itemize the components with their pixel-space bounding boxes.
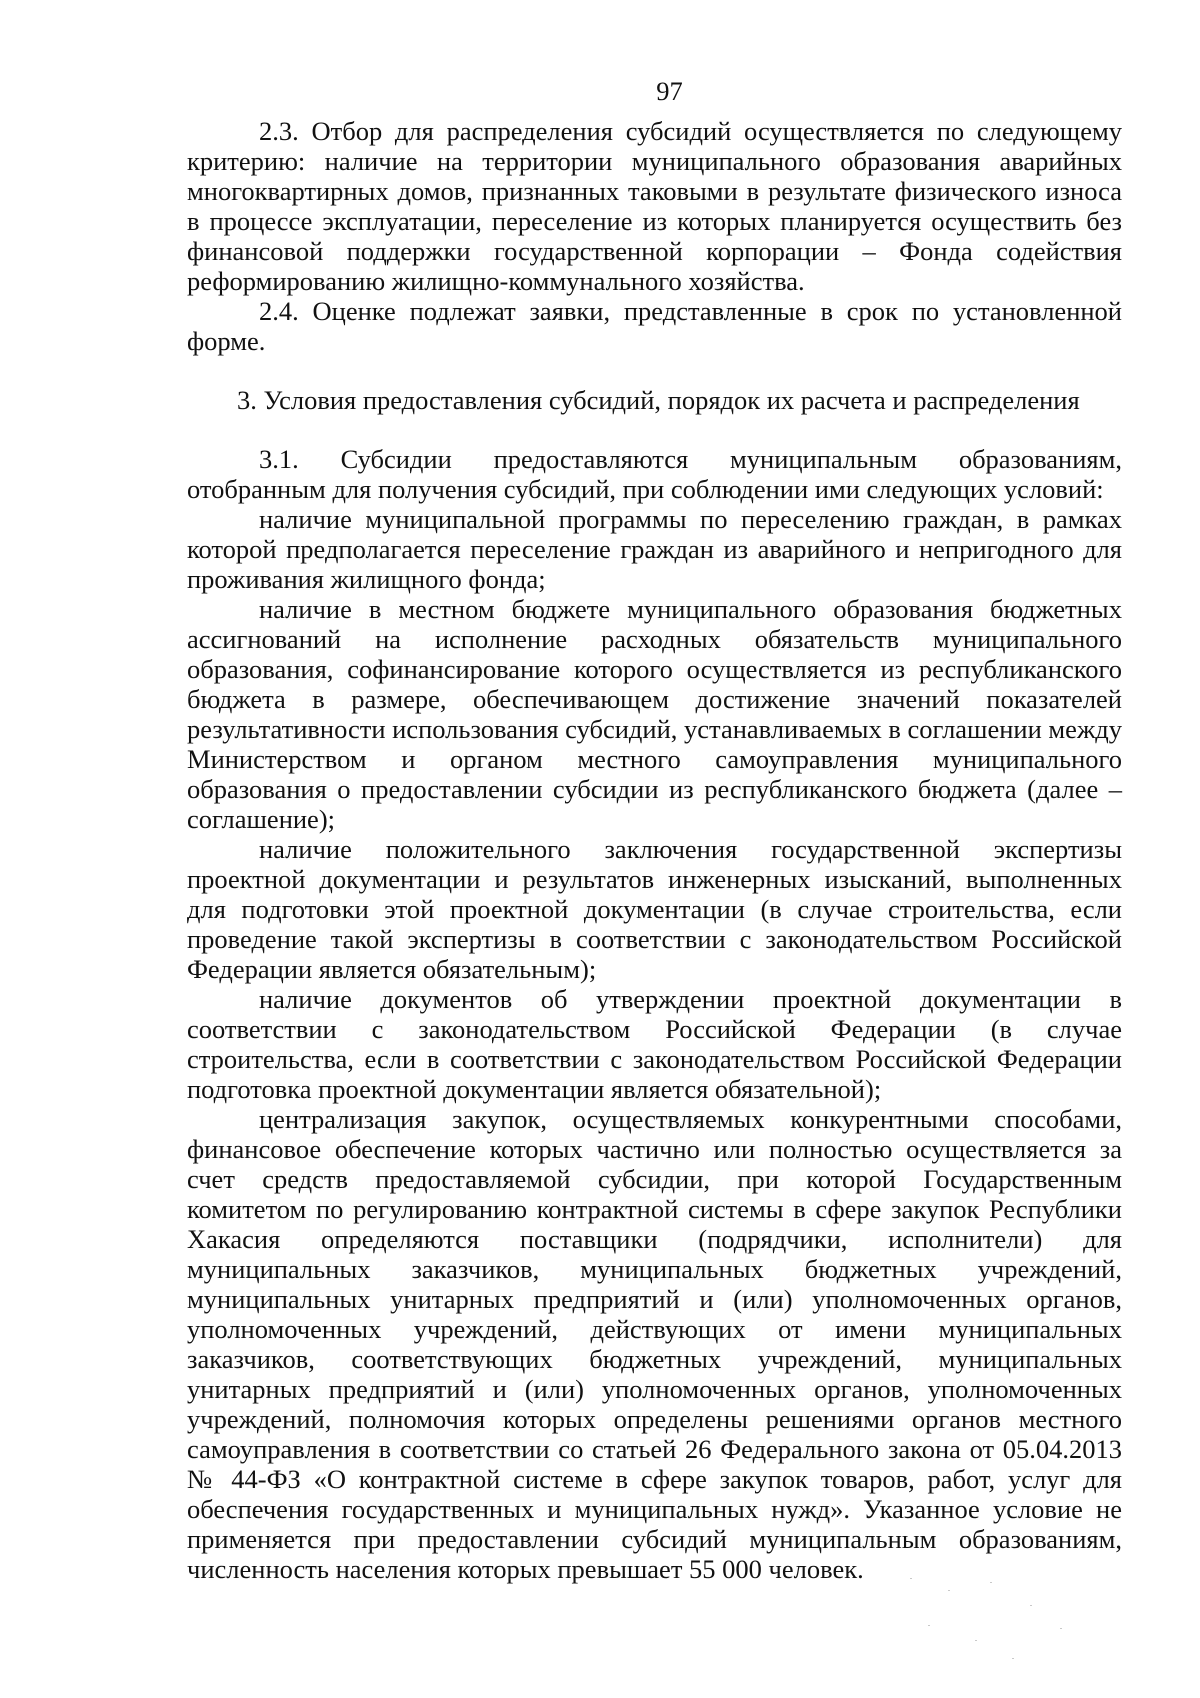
condition-budget-allocations: наличие в местном бюджете муниципального образования бюджетных ассигнований на исполнение расходных обязательств муниципального образования, софинансирование которого осуществляется из республиканского бюджета в размере, обеспечивающем достижение значений показателей результативности использования субсидий, устанавливаемых в соглашении между Министерством и органом местного самоуправления муниципального образования о предоставлении субсидии из республиканского бюджета (далее – соглашение); [187,594,1122,834]
paragraph-3-1: 3.1. Субсидии предоставляются муниципальным образованиям, отобранным для получения субсидий, при соблюдении ими следующих условий: [187,444,1122,504]
condition-expert-review: наличие положительного заключения государственной экспертизы проектной документации и результатов инженерных изысканий, выполненных для подготовки этой проектной документации (в случае строительства, если проведение такой экспертизы в соответствии с законодательством Российской Федерации является обязательным); [187,834,1122,984]
section-3-heading: 3. Условия предоставления субсидий, порядок их расчета и распределения [237,385,1080,415]
condition-project-approval: наличие документов об утверждении проектной документации в соответствии с законодательством Российской Федерации (в случае строительства, если в соответствии с законодательством Российской Федерации подготовка проектной документации является обязательной); [187,984,1122,1104]
document-body [187,76,1122,1584]
scan-noise [900,1570,1140,1670]
condition-procurement-centralization: централизация закупок, осуществляемых конкурентными способами, финансовое обеспечение которых частично или полностью осуществляется за счет средств предоставляемой субсидии, при которой Государственным комитетом по регулированию контрактной системы в сфере закупок Республики Хакасия определяются поставщики (подрядчики, исполнители) для муниципальных заказчиков, муниципальных бюджетных учреждений, муниципальных унитарных предприятий и (или) уполномоченных органов, уполномоченных учреждений, действующих от имени муниципальных заказчиков, соответствующих бюджетных учреждений, муниципальных унитарных предприятий и (или) уполномоченных органов, уполномоченных учреждений, полномочия которых определены решениями органов местного самоуправления в соответствии со статьей 26 Федерального закона от 05.04.2013 № 44-ФЗ «О контрактной системе в сфере закупок товаров, работ, услуг для обеспечения государственных и муниципальных нужд». Указанное условие не применяется при предоставлении субсидий муниципальным образованиям, численность населения которых превышает 55 000 человек. [187,1104,1122,1584]
paragraph-2-4: 2.4. Оценке подлежат заявки, представленные в срок по установленной форме. [187,296,1122,356]
page-number: 97 [656,76,683,106]
paragraph-2-3: 2.3. Отбор для распределения субсидий осуществляется по следующему критерию: наличие на территории муниципального образования аварийных многоквартирных домов, признанных таковыми в результате физического износа в процессе эксплуатации, переселение из которых планируется осуществить без финансовой поддержки государственной корпорации – Фонда содействия реформированию жилищно-коммунального хозяйства. [187,116,1122,296]
condition-municipal-program: наличие муниципальной программы по переселению граждан, в рамках которой предполагается переселение граждан из аварийного и непригодного для проживания жилищного фонда; [187,504,1122,594]
